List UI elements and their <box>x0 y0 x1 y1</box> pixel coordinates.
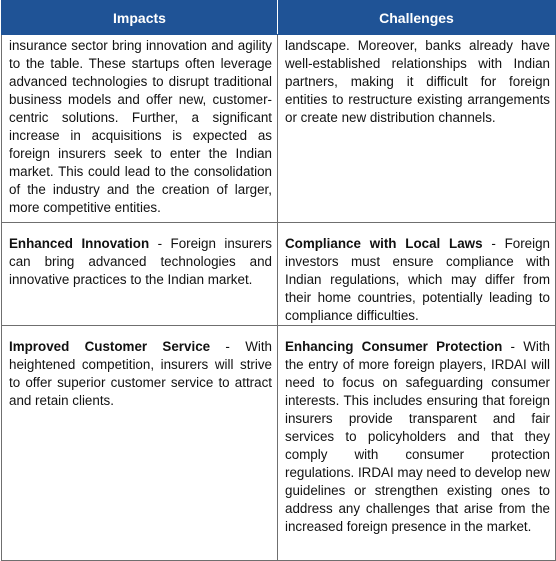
challenges-header: Challenges <box>278 1 556 35</box>
impact-cell <box>2 326 278 561</box>
table-row <box>2 223 556 326</box>
impact-text: insurance sector bring innovation and agility to the table. These startups often leverage advanced technologies to disrupt traditional business models and offer new, customer-centric solutions. Further, a significant increase in acquisitions is expected as foreign insurers seek to enter the Indian market. This could lead to the consolidation of the industry and the creation of larger, more competitive entities. <box>9 38 272 215</box>
challenge-text: - Foreign investors must ensure compliance with Indian regulations, which may differ from their home countries, potentially leading to compliance difficulties. <box>285 236 550 323</box>
table-row <box>2 35 556 223</box>
challenge-cell <box>278 35 556 223</box>
table-header-row <box>2 1 556 35</box>
impact-text: - With heightened competition, insurers will strive to offer superior customer service to attract and retain clients. <box>9 339 272 408</box>
challenge-title: Enhancing Consumer Protection <box>285 339 503 354</box>
challenge-text: - With the entry of more foreign players, IRDAI will need to focus on safeguarding consumer interests. This includes ensuring that foreign insurers provide transparent and fair services to policyholders and that they comply with consumer protection regulations. IRDAI may need to develop new guidelines or strengthen existing ones to address any challenges that arise from the increased foreign presence in the market. <box>285 339 550 534</box>
table-row <box>2 326 556 561</box>
impacts-header: Impacts <box>2 1 278 35</box>
challenge-text: landscape. Moreover, banks already have well-established relationships with Indian partners, making it difficult for foreign entities to restructure existing arrangements or create new distribution channels. <box>285 38 550 125</box>
challenge-cell <box>278 326 556 561</box>
impact-text: - Foreign insurers can bring advanced technologies and innovative practices to the Indian market. <box>9 236 272 287</box>
impact-cell <box>2 223 278 326</box>
challenge-cell <box>278 223 556 326</box>
impact-title: Improved Customer Service <box>9 339 211 354</box>
impacts-challenges-table <box>1 0 556 561</box>
challenge-title: Compliance with Local Laws <box>285 236 483 251</box>
impact-cell <box>2 35 278 223</box>
impact-title: Enhanced Innovation <box>9 236 150 251</box>
